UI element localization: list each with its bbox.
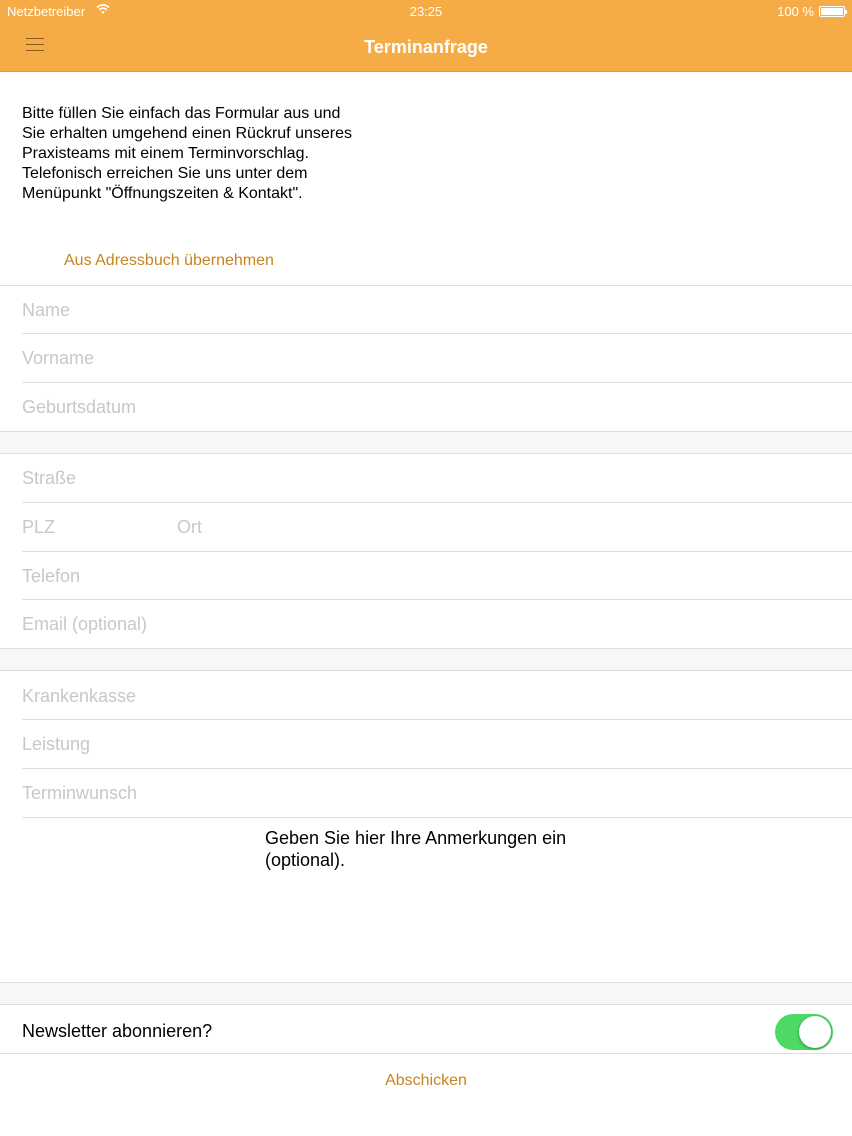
geburtsdatum-input[interactable]	[22, 392, 832, 422]
status-bar	[0, 0, 852, 24]
krankenkasse-input[interactable]	[22, 681, 832, 711]
telefon-input[interactable]	[22, 561, 832, 591]
navigation-bar	[0, 0, 852, 72]
plz-input[interactable]	[22, 512, 162, 542]
name-input[interactable]	[22, 295, 832, 325]
battery-percentage: 100 %	[777, 4, 814, 19]
section-separator	[0, 432, 852, 453]
section-separator	[0, 649, 852, 670]
newsletter-label: Newsletter abonnieren?	[22, 1021, 213, 1041]
intro-text: Bitte füllen Sie einfach das Formular aus und Sie erhalten umgehend einen Rückruf unseres Praxisteams mit einem Terminvorschlag. Telefonisch erreichen Sie uns unter dem Menüpunkt "Öffnungszeiten & Kontakt".	[22, 105, 352, 202]
section-separator	[0, 983, 852, 1004]
email-input[interactable]	[22, 609, 832, 639]
page-title: Terminanfrage	[364, 37, 488, 57]
submit-button[interactable]: Abschicken	[326, 1066, 526, 1096]
toggle-knob	[799, 1016, 831, 1048]
vorname-input[interactable]	[22, 343, 832, 373]
leistung-input[interactable]	[22, 729, 832, 759]
strasse-input[interactable]	[22, 463, 832, 493]
battery-icon	[819, 6, 845, 17]
import-from-addressbook-button[interactable]: Aus Adressbuch übernehmen	[64, 252, 274, 269]
terminwunsch-input[interactable]	[22, 778, 832, 808]
newsletter-toggle[interactable]	[775, 1014, 833, 1050]
ort-input[interactable]	[177, 512, 832, 542]
carrier-name: Netzbetreiber	[7, 4, 86, 19]
notes-textarea[interactable]: Geben Sie hier Ihre Anmerkungen ein (optional).	[265, 828, 567, 870]
status-time: 23:25	[409, 4, 443, 19]
